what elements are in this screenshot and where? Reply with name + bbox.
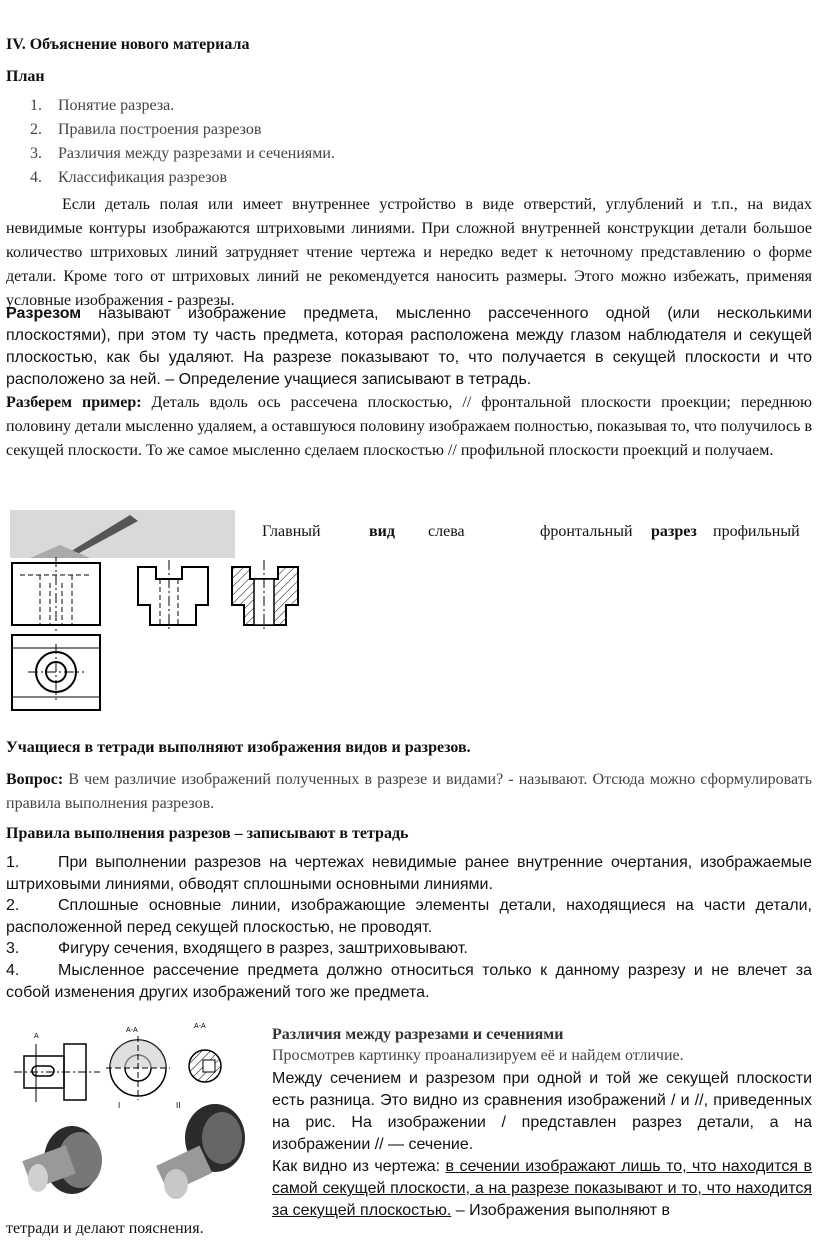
rule-item: 1. При выполнении разрезов на чертежах невидимые ранее внутренние очертания, изображаемые штриховыми линиями, обводят сплошными основными линиями. (6, 854, 812, 893)
rule-item: 3. Фигуру сечения, входящего в разрез, заштриховывают. (6, 940, 468, 957)
section-heading: IV. Объяснение нового материала (6, 36, 250, 53)
students-task: Учащиеся в тетради выполняют изображения видов и разрезов. (6, 739, 471, 756)
plan-item: 4. Классификация разрезов (30, 169, 228, 186)
rule-item: 4. Мысленное рассечение предмета должно относиться только к данному разрезу и не влечет за собой изменения других изображений того же предмета. (6, 962, 812, 1001)
i-label: I (118, 1101, 121, 1110)
example-term: Разберем пример: (6, 394, 142, 411)
label-frontalny: фронтальный (540, 523, 633, 540)
example-paragraph (6, 391, 812, 463)
definition-paragraph (6, 303, 812, 391)
ii-label: II (176, 1101, 181, 1110)
question-term: Вопрос: (6, 771, 64, 788)
plan-title: План (6, 68, 45, 85)
differences-title: Различия между разрезами и сечениями (272, 1026, 564, 1043)
plan-item: 3. Различия между разрезами и сечениями. (30, 145, 335, 162)
plan-item: 1. Понятие разреза. (30, 97, 175, 114)
example-text: Деталь вдоль ось рассечена плоскостью, // фронтальной плоскости проекции; переднюю половину детали мысленно удаляем, а оставшуюся половину изображаем полностью, показывая то, что получилось в секущей плоскости. То же самое мысленно сделаем плоскостью // профильной плоскости проекций и получаем. (6, 394, 813, 459)
question-text: В чем различие изображений полученных в разрезе и видами? - называют. Отсюда можно сформулировать правила выполнения разрезов. (6, 771, 812, 812)
label-profilny: профильный (713, 523, 800, 540)
definition-text: называют изображение предмета, мысленно рассеченного одной (или несколькими плоскостями), при этом ту часть предмета, которая расположена между глазом наблюдателя и секущей плоскостью, как бы удаляют. На разрезе показывают то, что получается в секущей плоскости и что расположено за ней. – Определение учащиеся записывают в тетрадь. (6, 305, 812, 388)
plan-list (30, 94, 335, 190)
label-vid: вид (369, 523, 395, 540)
differences-paragraph: Между сечением и разрезом при одной и той же секущей плоскости есть разница. Это видно из сравнения изображений / и //, приведенных на рис. На изображении / представлен разрез детали, а на изображении // — сечение. (272, 1070, 812, 1153)
aa-label-1: А-А (126, 1027, 138, 1034)
label-sleva: слева (428, 523, 465, 540)
aa-label-2: А-А (194, 1023, 206, 1030)
differences-last-line: тетради и делают пояснения. (6, 1220, 204, 1237)
question-paragraph (6, 768, 812, 816)
rules-title: Правила выполнения разрезов – записывают в тетрадь (6, 825, 409, 842)
label-razrez: разрез (651, 523, 697, 540)
intro-paragraph: Если деталь полая или имеет внутреннее устройство в виде отверстий, углублений и т.п., на видах невидимые контуры изображаются штриховыми линиями. При сложной внутренней конструкции детали большое количество штриховых линий затрудняет чтение чертежа и нередко ведет к неточному представлению о форме детали. Кроме того от штриховых линий не рекомендуется наносить размеры. Этого можно избежать, применяя условные изображения - разрезы. (6, 196, 812, 309)
differences-line1: Просмотрев картинку проанализируем её и найдем отличие. (272, 1047, 684, 1064)
conclusion-underlined: в сечении изображают лишь то, что находится в самой секущей плоскости, а на разрезе показывают и то, что находится за секущей плоскостью. (272, 1158, 812, 1219)
differences-conclusion: Как видно из чертежа: в сечении изображают лишь то, что находится в самой секущей плоскости, а на разрезе показывают и то, что находится за секущей плоскостью. – Изображения выполняют в (272, 1158, 812, 1219)
definition-term: Разрезом (6, 305, 82, 322)
plan-item: 2. Правила построения разрезов (30, 121, 262, 138)
a-label: А (34, 1033, 39, 1040)
label-glavny: Главный (262, 523, 321, 540)
rule-item: 2. Сплошные основные линии, изображающие элементы детали, находящиеся на части детали, расположенной перед секущей плоскостью, не проводят. (6, 897, 812, 936)
section-vs-cut-drawing (10, 1022, 265, 1222)
